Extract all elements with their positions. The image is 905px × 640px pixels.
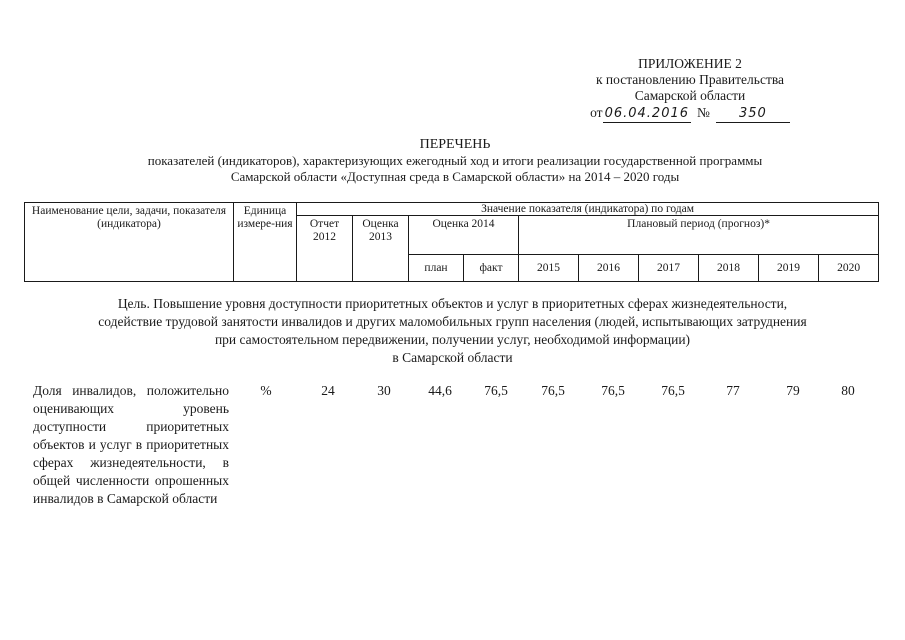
header-year: 2015 bbox=[519, 255, 579, 282]
attachment-title: ПРИЛОЖЕНИЕ 2 bbox=[638, 56, 742, 71]
indicator-name: Доля инвалидов, положительно оценивающих уровень доступности приоритетных объектов и услуг в приоритетных сферах жизнедеятельности, в общей численности опрошенных инвалидов в Самарской области bbox=[33, 383, 229, 506]
goal-line: в Самарской области bbox=[392, 350, 513, 365]
indicator-unit: % bbox=[260, 383, 272, 398]
document-title-block bbox=[60, 136, 850, 185]
header-unit-column: Единица измере-ния bbox=[234, 203, 297, 282]
indicator-value: 80 bbox=[841, 383, 855, 398]
header-estimate-2013: Оценка 2013 bbox=[353, 216, 409, 282]
attachment-block bbox=[560, 56, 820, 123]
attachment-resolution: к постановлению Правительства bbox=[595, 72, 785, 87]
indicator-table-header bbox=[24, 202, 879, 282]
header-year: 2020 bbox=[819, 255, 879, 282]
header-year: 2019 bbox=[759, 255, 819, 282]
header-year: 2016 bbox=[579, 255, 639, 282]
header-plan-period: Плановый период (прогноз)* bbox=[519, 216, 879, 255]
goal-line: Цель. Повышение уровня доступности приоритетных объектов и услуг в приоритетных сферах жизнедеятельности, bbox=[117, 296, 788, 311]
document-subtitle-line1: показателей (индикаторов), характеризующих ежегодный ход и итоги реализации государственной программы bbox=[147, 153, 763, 168]
header-fact: факт bbox=[464, 255, 519, 282]
header-values-group: Значение показателя (индикатора) по годам bbox=[297, 203, 879, 216]
number-label: № bbox=[697, 105, 710, 120]
header-year: 2017 bbox=[639, 255, 699, 282]
document-title: ПЕРЕЧЕНЬ bbox=[419, 137, 491, 152]
header-year: 2018 bbox=[699, 255, 759, 282]
header-plan: план bbox=[409, 255, 464, 282]
indicator-value: 76,5 bbox=[541, 383, 565, 398]
indicator-value: 76,5 bbox=[601, 383, 625, 398]
indicator-value: 76,5 bbox=[484, 383, 508, 398]
attachment-date-number bbox=[560, 105, 820, 123]
indicator-value: 79 bbox=[786, 383, 800, 398]
indicator-value: 77 bbox=[726, 383, 740, 398]
indicator-value: 76,5 bbox=[661, 383, 685, 398]
header-estimate-2014: Оценка 2014 bbox=[409, 216, 519, 255]
indicator-value: 30 bbox=[377, 383, 391, 398]
attachment-region: Самарской области bbox=[634, 88, 746, 103]
header-name-column: Наименование цели, задачи, показателя (индикатора) bbox=[25, 203, 234, 282]
indicator-value: 44,6 bbox=[428, 383, 452, 398]
header-report-2012: Отчет 2012 bbox=[297, 216, 353, 282]
indicator-value: 24 bbox=[321, 383, 335, 398]
document-subtitle-line2: Самарской области «Доступная среда в Самарской области» на 2014 – 2020 годы bbox=[230, 169, 680, 184]
from-label: от bbox=[590, 105, 603, 120]
handwritten-number: 350 bbox=[716, 106, 790, 123]
goal-text bbox=[30, 295, 875, 367]
goal-line: при самостоятельном передвижении, получении услуг, необходимой информации) bbox=[214, 332, 691, 347]
goal-line: содействие трудовой занятости инвалидов и других маломобильных групп населения (людей, испытывающих затруднения bbox=[98, 314, 807, 329]
handwritten-date: 06.04.2016 bbox=[604, 106, 690, 121]
